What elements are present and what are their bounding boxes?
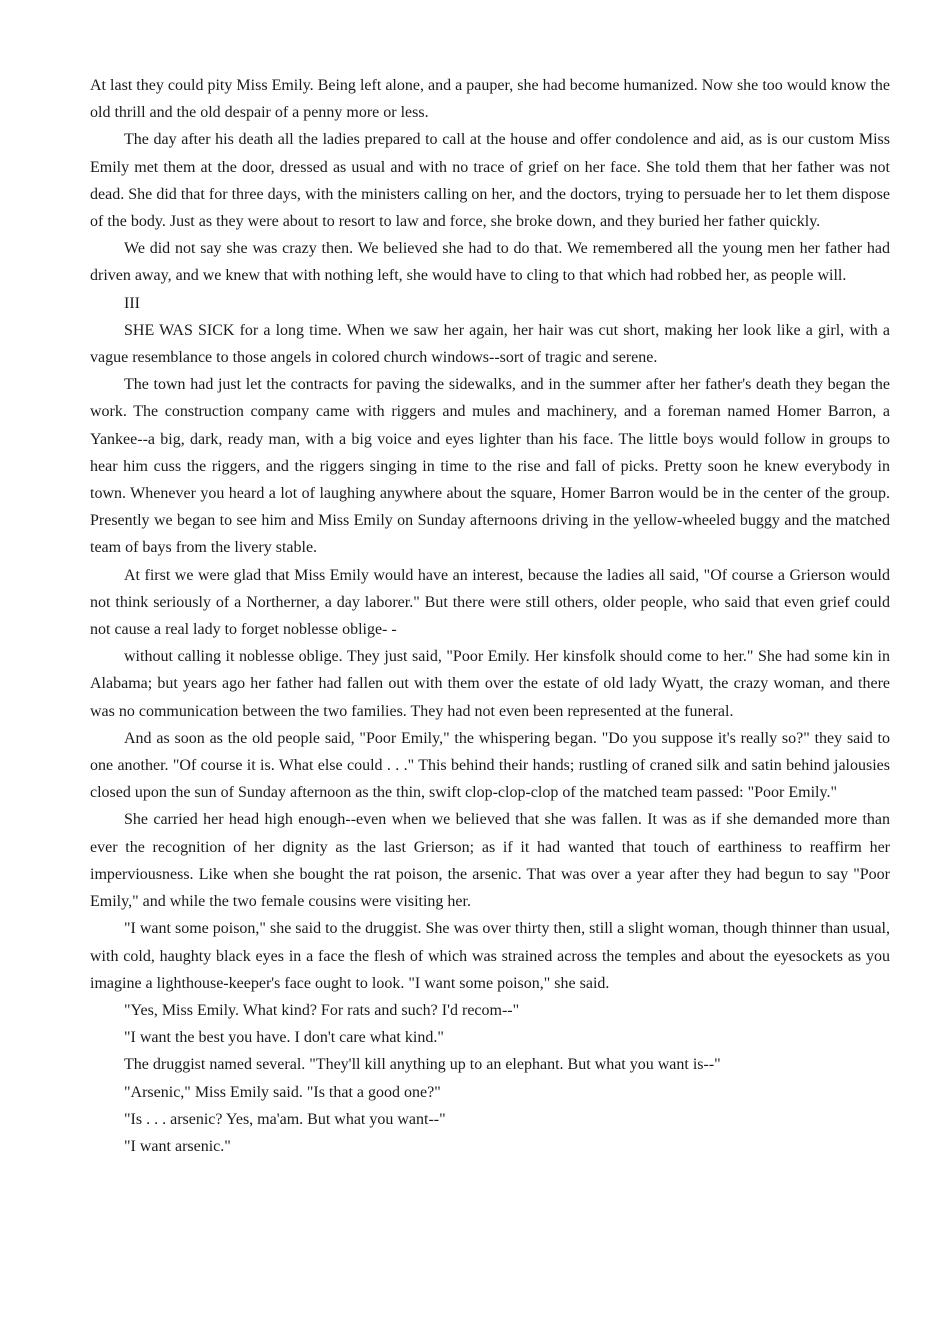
paragraph-3: We did not say she was crazy then. We believed she had to do that. We remembered all the young men her father had driven away, and we knew that with nothing left, she would have to cling to that which had robbed her, as people will.: [90, 240, 890, 285]
paragraph-7: At first we were glad that Miss Emily would have an interest, because the ladies all said, "Of course a Grierson would not think seriously of a Northerner, a day laborer." But there were still others, older people, who said that even grief could not cause a real lady to forget noblesse oblige- -: [90, 566, 890, 639]
section-heading-iii: III: [124, 294, 140, 312]
paragraph-1: At last they could pity Miss Emily. Being left alone, and a pauper, she had become humanized. Now she too would know the old thrill and the old despair of a penny more or less.: [90, 77, 890, 122]
dialogue-line-6: "I want arsenic.": [124, 1137, 231, 1155]
dialogue-line-1: "Yes, Miss Emily. What kind? For rats and such? I'd recom--": [124, 1001, 520, 1019]
dialogue-line-3: The druggist named several. "They'll kill anything up to an elephant. But what you want is--": [124, 1056, 721, 1074]
dialogue-line-2: "I want the best you have. I don't care what kind.": [124, 1029, 444, 1047]
paragraph-10: She carried her head high enough--even when we believed that she was fallen. It was as if she demanded more than ever the recognition of her dignity as the last Grierson; as if it had wanted that touch of earthiness to reaffirm her imperviousness. Like when she bought the rat poison, the arsenic. That was over a year after they had begun to say "Poor Emily," and while the two female cousins were visiting her.: [90, 811, 890, 911]
paragraph-6: The town had just let the contracts for paving the sidewalks, and in the summer after her father's death they began the work. The construction company came with riggers and mules and machinery, and a foreman named Homer Barron, a Yankee--a big, dark, ready man, with a big voice and eyes lighter than his face. The little boys would follow in groups to hear him cuss the riggers, and the riggers singing in time to the rise and fall of picks. Pretty soon he knew everybody in town. Whenever you heard a lot of laughing anywhere about the square, Homer Barron would be in the center of the group. Presently we began to see him and Miss Emily on Sunday afternoons driving in the yellow-wheeled buggy and the matched team of bays from the livery stable.: [90, 376, 890, 557]
paragraph-9: And as soon as the old people said, "Poor Emily," the whispering began. "Do you suppose it's really so?" they said to one another. "Of course it is. What else could . . ." This behind their hands; rustling of craned silk and satin behind jalousies closed upon the sun of Sunday afternoon as the thin, swift clop-clop-clop of the matched team passed: "Poor Emily.": [90, 729, 890, 802]
dialogue-line-4: "Arsenic," Miss Emily said. "Is that a good one?": [124, 1083, 441, 1101]
dialogue-line-5: "Is . . . arsenic? Yes, ma'am. But what you want--": [124, 1110, 446, 1128]
paragraph-8: without calling it noblesse oblige. They just said, "Poor Emily. Her kinsfolk should come to her." She had some kin in Alabama; but years ago her father had fallen out with them over the estate of old lady Wyatt, the crazy woman, and there was no communication between the two families. They had not even been represented at the funeral.: [90, 648, 890, 720]
document-page: [90, 72, 890, 1160]
paragraph-2: The day after his death all the ladies prepared to call at the house and offer condolence and aid, as is our custom Miss Emily met them at the door, dressed as usual and with no trace of grief on her face. She told them that her father was not dead. She did that for three days, with the ministers calling on her, and the doctors, trying to persuade her to let them dispose of the body. Just as they were about to resort to law and force, she broke down, and they buried her father quickly.: [90, 131, 890, 231]
paragraph-11: "I want some poison," she said to the druggist. She was over thirty then, still a slight woman, though thinner than usual, with cold, haughty black eyes in a face the flesh of which was strained across the temples and about the eyesockets as you imagine a lighthouse-keeper's face ought to look. "I want some poison," she said.: [90, 920, 890, 992]
paragraph-5: SHE WAS SICK for a long time. When we saw her again, her hair was cut short, making her look like a girl, with a vague resemblance to those angels in colored church windows--sort of tragic and serene.: [90, 321, 890, 367]
